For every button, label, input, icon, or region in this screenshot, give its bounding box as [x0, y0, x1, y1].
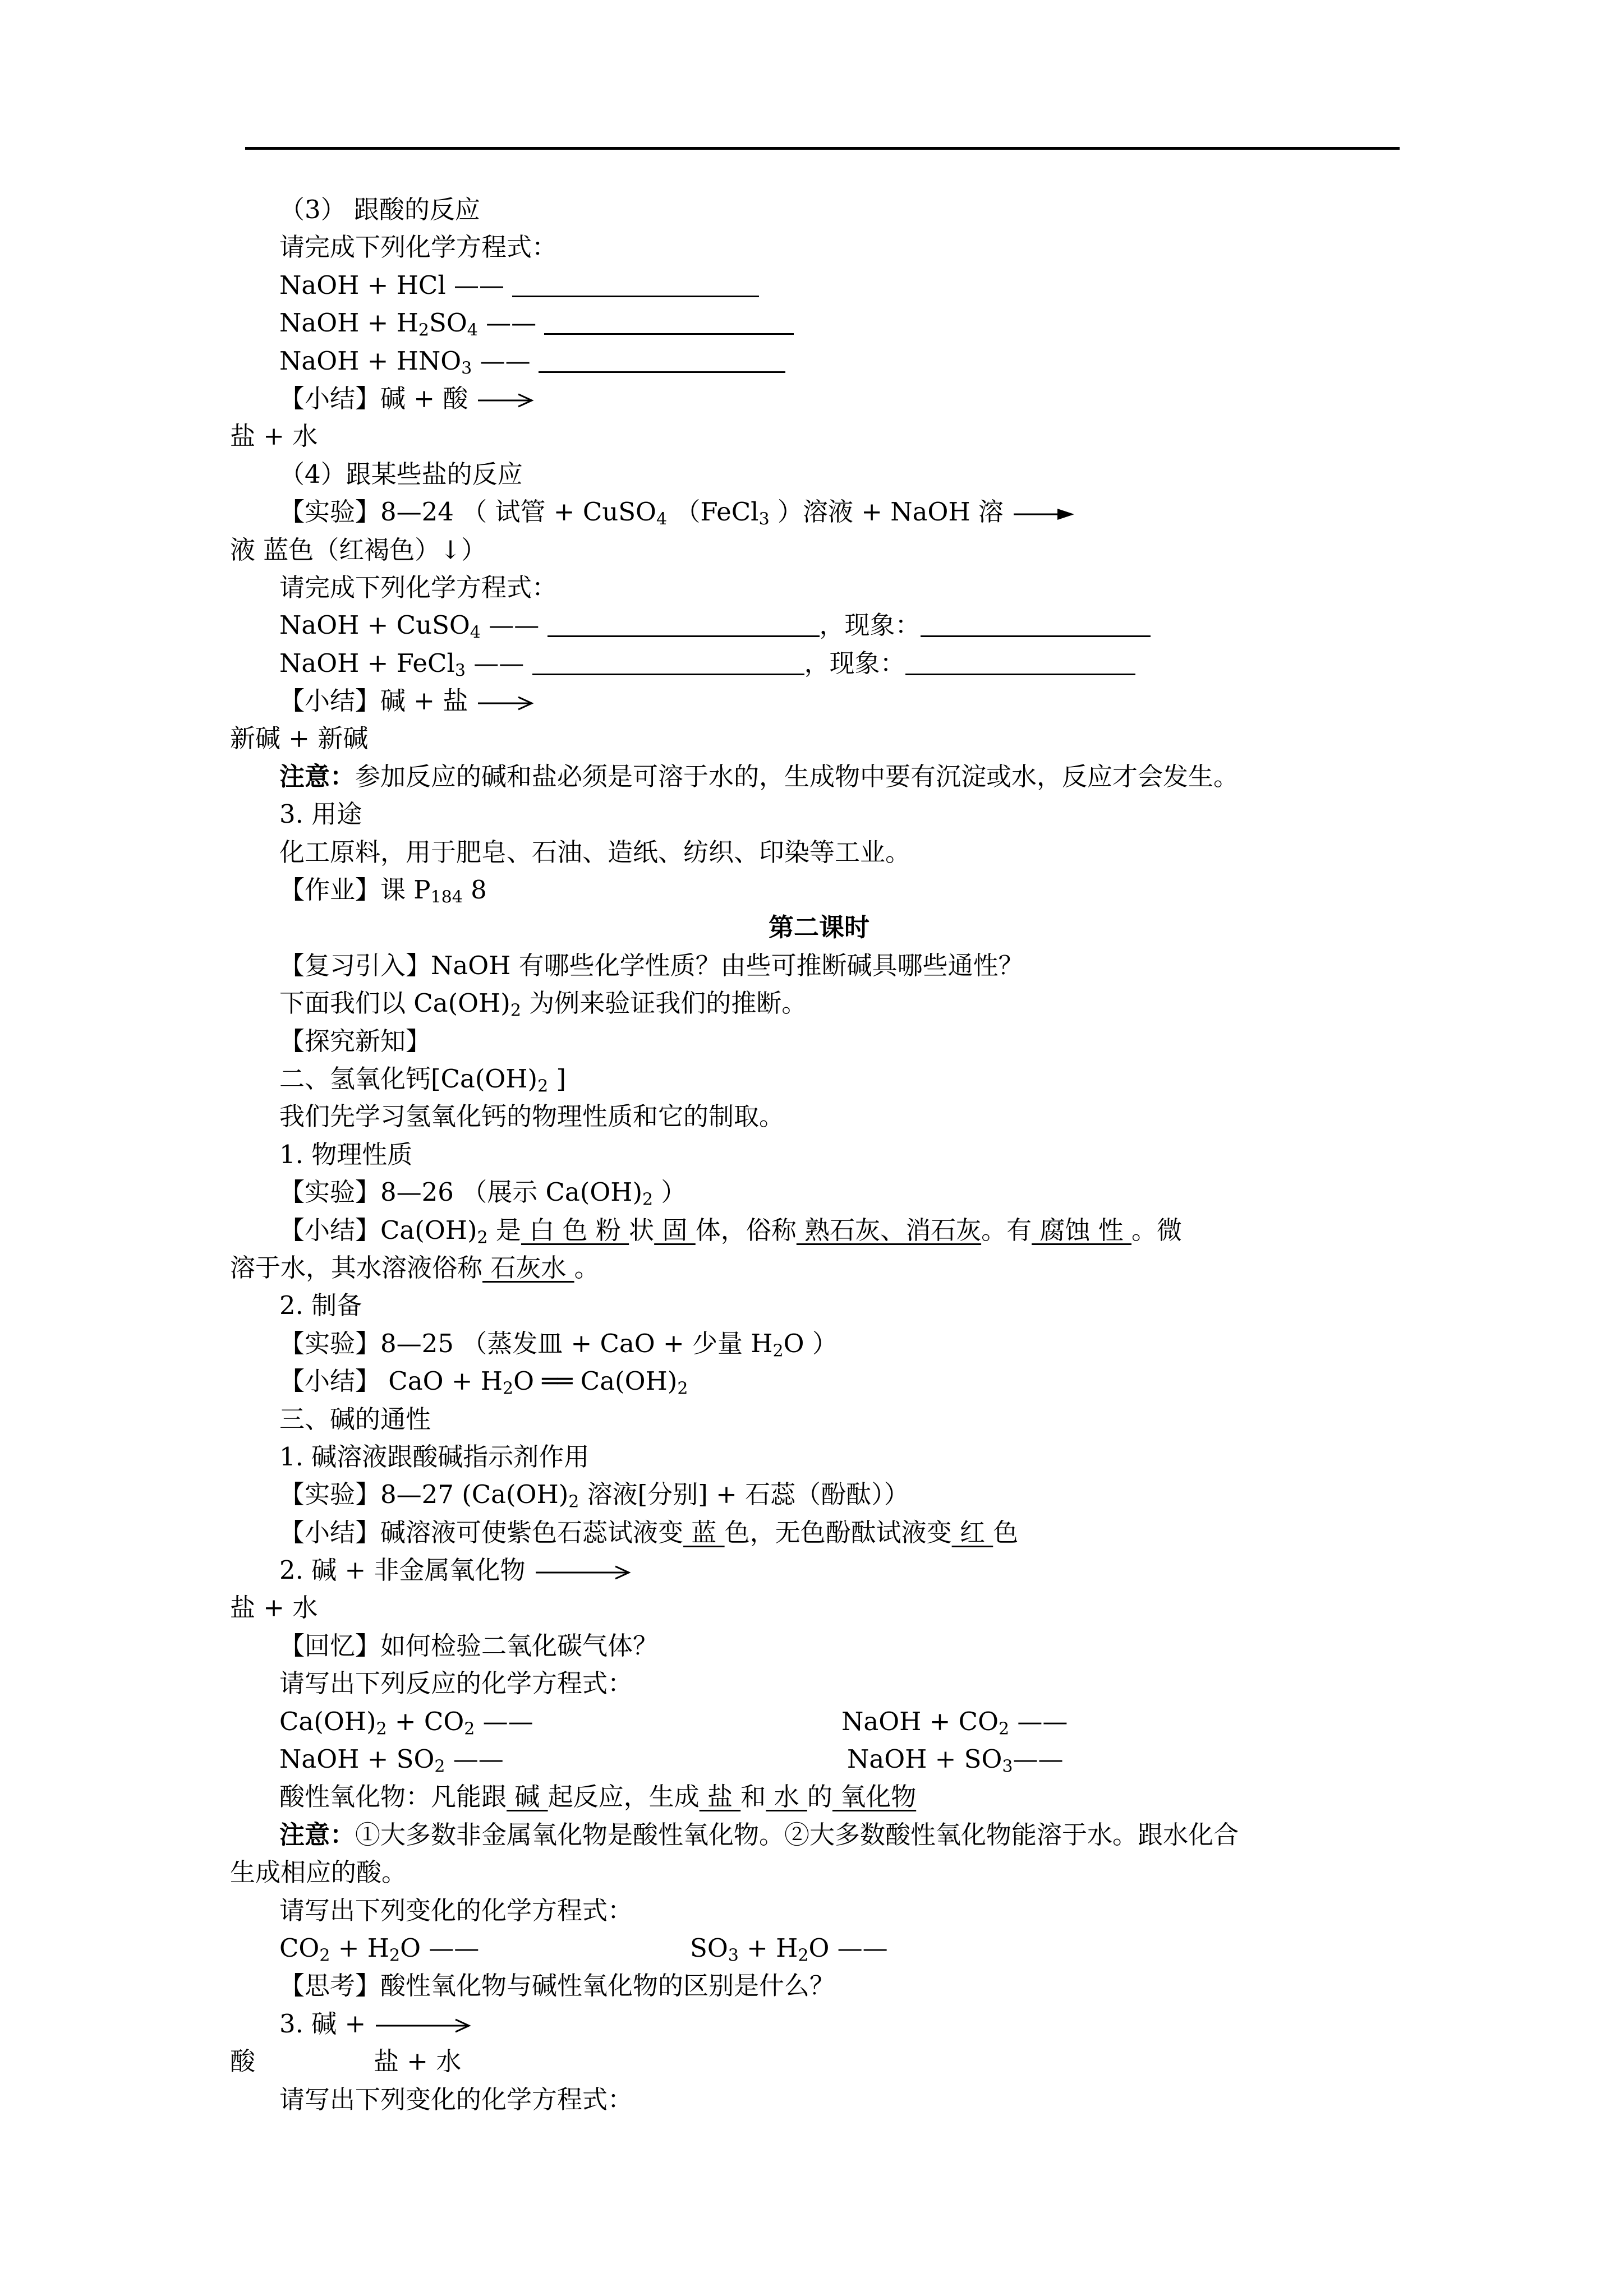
text-line [230, 1551, 1408, 1589]
subscript: 2 [642, 1190, 654, 1210]
filled-answer: 腐蚀 性 [1032, 1215, 1132, 1245]
text-line [230, 1136, 1408, 1173]
subheading: 1. 物理性质 [279, 1139, 413, 1169]
filled-answer: 熟石灰、消石灰 [796, 1215, 982, 1245]
document-body [230, 191, 1408, 2118]
observation-blank[interactable] [905, 651, 1135, 675]
equation-text: —— [475, 1706, 533, 1736]
experiment-text: （FeCl [667, 497, 759, 527]
heading: ] [548, 1063, 567, 1094]
summary-text: 。 [574, 1252, 600, 1283]
text-line [230, 1589, 1408, 1626]
instruction: 请写出下列变化的化学方程式： [279, 1895, 633, 1925]
answer-blank[interactable] [532, 651, 804, 675]
instruction: 请完成下列化学方程式： [279, 232, 558, 262]
equation-right [841, 1703, 1068, 1740]
definition-text: 酸性氧化物：凡能跟 [279, 1782, 507, 1812]
paragraph: 化工原料，用于肥皂、石油、造纸、纺织、印染等工业。 [279, 837, 911, 867]
open-arrow-icon [376, 2017, 471, 2034]
filled-answer: 水 [766, 1782, 807, 1812]
text-line [230, 984, 1408, 1022]
experiment-text: 液 蓝色（红褐色）↓） [230, 534, 487, 565]
subscript: 2 [376, 1719, 387, 1739]
text-line [230, 833, 1408, 871]
equation-text: —— [480, 610, 540, 640]
text-line [230, 569, 1408, 606]
text-line [230, 380, 1408, 417]
text-line [230, 1476, 1408, 1513]
filled-answer: 固 [654, 1215, 696, 1245]
summary-text: 色 [993, 1517, 1019, 1547]
summary-result: 盐 + 水 [230, 421, 318, 451]
subscript: 3 [728, 1945, 739, 1966]
filled-answer: 石灰水 [482, 1252, 574, 1283]
subscript: 2 [319, 1945, 330, 1966]
definition-text: 起反应，生成 [548, 1782, 700, 1812]
note-text: 参加反应的碱和盐必须是可溶于水的，生成物中要有沉淀或水，反应才会发生。 [355, 761, 1239, 791]
text-line [230, 1438, 1408, 1476]
definition-text: 的 [807, 1782, 832, 1812]
text-line [230, 720, 1408, 757]
experiment-text: 【实验】8—27 (Ca(OH) [279, 1479, 569, 1510]
subheading: 1. 碱溶液跟酸碱指示剂作用 [279, 1441, 590, 1472]
note-line [230, 1816, 1408, 1854]
summary-text: 是 [487, 1215, 521, 1245]
paragraph: 【复习引入】NaOH 有哪些化学性质？由些可推断碱具哪些通性？ [279, 950, 1024, 980]
subscript: 4 [467, 320, 478, 340]
note-text: 生成相应的酸。 [230, 1857, 407, 1888]
summary-text: 【小结】Ca(OH) [279, 1215, 477, 1245]
subheading: 3. 碱 + [279, 2008, 366, 2039]
equation-text: NaOH + SO [847, 1744, 1002, 1774]
equation-line [230, 342, 1408, 380]
summary-text: 酸 [230, 2046, 256, 2077]
subscript: 2 [798, 1945, 809, 1966]
text-line [230, 493, 1408, 531]
observation-label: ，现象： [804, 648, 905, 678]
note-text: ①大多数非金属氧化物是酸性氧化物。②大多数酸性氧化物能溶于水。跟水化合 [355, 1819, 1239, 1850]
answer-blank[interactable] [544, 311, 794, 335]
definition-text: 和 [740, 1782, 766, 1812]
subscript: 2 [998, 1719, 1010, 1739]
experiment-text: 【实验】8—26 （展示 Ca(OH) [279, 1177, 643, 1207]
paragraph: 下面我们以 Ca(OH) [279, 988, 510, 1018]
open-arrow-icon [478, 695, 534, 712]
text-line [230, 191, 1408, 228]
heading: 二、氢氧化钙[Ca(OH) [279, 1063, 538, 1094]
equation-text: CO [279, 1933, 320, 1963]
filled-answer: 蓝 [683, 1517, 725, 1547]
equation-text: —— [465, 648, 525, 678]
subscript: 3 [758, 509, 770, 529]
subheading: （3） 跟酸的反应 [279, 195, 480, 224]
subheading: （4）跟某些盐的反应 [279, 459, 523, 489]
subscript: 2 [772, 1341, 784, 1361]
subscript: 2 [434, 1756, 445, 1777]
equation-text: SO [429, 308, 467, 338]
subscript: 3 [461, 358, 472, 379]
text-line [230, 1249, 1408, 1287]
subscript: 2 [510, 1001, 521, 1021]
open-arrow-icon [478, 392, 534, 409]
summary-text: 。微 [1131, 1215, 1183, 1245]
equation-text: O —— [808, 1933, 888, 1963]
equation-text: NaOH + CO [841, 1706, 999, 1736]
equation-text: NaOH + SO [279, 1744, 435, 1774]
equation-text: + H [738, 1933, 798, 1963]
equation-line [230, 304, 1408, 342]
summary-text: 色，无色酚酞试液变 [724, 1517, 952, 1547]
summary-result: 新碱 + 新碱 [230, 723, 369, 754]
text-line [230, 1400, 1408, 1438]
equation-text: —— [1009, 1706, 1068, 1736]
equation-text: NaOH + FeCl [279, 648, 455, 678]
header-rule [245, 147, 1400, 150]
text-line [230, 1022, 1408, 1060]
equation-text: O —— [400, 1933, 480, 1963]
instruction: 请写出下列变化的化学方程式： [279, 2084, 633, 2114]
subscript: 2 [537, 1076, 549, 1096]
subscript: 2 [477, 1228, 488, 1248]
text-line [230, 1514, 1408, 1551]
filled-answer: 白 色 粉 [521, 1215, 629, 1245]
experiment-text: ） [653, 1177, 687, 1207]
equation-text: —— [477, 308, 537, 338]
equation-right [690, 1929, 888, 1967]
subscript: 2 [677, 1378, 688, 1399]
summary-text: 溶于水，其水溶液俗称 [230, 1252, 483, 1283]
subscript: 2 [389, 1945, 401, 1966]
text-line [230, 1627, 1408, 1665]
subscript: 2 [464, 1719, 475, 1739]
answer-blank[interactable] [548, 613, 820, 637]
text-line [230, 1173, 1408, 1211]
text-line [230, 2043, 1408, 2080]
paragraph: 为例来验证我们的推断。 [521, 988, 807, 1018]
experiment-text: O ） [783, 1328, 838, 1358]
equation-line [230, 1740, 1408, 1778]
equation-line [230, 644, 1408, 682]
section-title-text: 第二课时 [768, 912, 869, 943]
equation-text: NaOH + HCl —— [279, 270, 505, 300]
summary-text: 状 [629, 1215, 655, 1245]
answer-blank[interactable] [539, 349, 785, 373]
paragraph: 我们先学习氢氧化钙的物理性质和它的制取。 [279, 1101, 785, 1132]
equation-text: —— [445, 1744, 504, 1774]
equation-text: —— [472, 345, 531, 376]
heading: 三、碱的通性 [279, 1404, 431, 1434]
instruction: 请完成下列化学方程式： [279, 572, 558, 602]
homework-text: 8 [462, 875, 487, 905]
equation-line [230, 606, 1408, 644]
equation-text: + H [330, 1933, 389, 1963]
equation-text: NaOH + H [279, 308, 418, 338]
text-line [230, 1778, 1408, 1815]
paragraph: 【回忆】如何检验二氧化碳气体？ [279, 1630, 659, 1661]
summary-text: 。有 [981, 1215, 1032, 1245]
observation-blank[interactable] [921, 613, 1151, 637]
section-title [230, 909, 1408, 946]
answer-blank[interactable] [512, 273, 759, 297]
text-line [230, 2005, 1408, 2043]
filled-answer: 碱 [507, 1782, 548, 1812]
summary-text: 体，俗称 [695, 1215, 797, 1245]
equation-line [230, 266, 1408, 304]
text-line [230, 1325, 1408, 1362]
text-line [230, 2081, 1408, 2118]
open-arrow-icon [536, 1564, 631, 1581]
equation-line [230, 1703, 1408, 1740]
filled-answer: 盐 [699, 1782, 741, 1812]
subscript: 3 [1002, 1756, 1013, 1777]
instruction: 请写出下列反应的化学方程式： [279, 1668, 633, 1699]
filled-answer: 氧化物 [832, 1782, 917, 1812]
note-line [230, 758, 1408, 795]
text-line [230, 417, 1408, 455]
text-line [230, 1211, 1408, 1249]
text-line [230, 1967, 1408, 2004]
equation-text: NaOH + HNO [279, 345, 462, 376]
subscript: 2 [568, 1492, 579, 1512]
solid-arrow-icon [1014, 506, 1075, 523]
equation-text: 【小结】 CaO + H [279, 1366, 503, 1396]
subheading: 2. 制备 [279, 1290, 362, 1321]
summary-text: 【小结】碱溶液可使紫色石蕊试液变 [279, 1517, 684, 1547]
text-line [230, 871, 1408, 909]
observation-label: ，现象： [819, 610, 921, 640]
text-line [230, 1892, 1408, 1929]
equation-text: O ══ Ca(OH) [513, 1366, 678, 1396]
text-line [230, 1098, 1408, 1135]
equation-line [230, 1362, 1408, 1400]
equation-text: Ca(OH) [279, 1706, 376, 1736]
text-line [230, 1060, 1408, 1098]
equation-text: + CO [387, 1706, 464, 1736]
experiment-text: 溶液[分别] + 石蕊（酚酞）） [579, 1479, 909, 1510]
homework-text: 【作业】课 P [279, 875, 431, 905]
filled-answer: 红 [951, 1517, 993, 1547]
subscript: 2 [503, 1378, 514, 1399]
note-label: 注意： [279, 1819, 356, 1850]
text-line [230, 1665, 1408, 1702]
experiment-text: ）溶液 + NaOH 溶 [769, 497, 1004, 527]
summary-result: 盐 + 水 [374, 2046, 462, 2077]
text-line [230, 228, 1408, 266]
text-line [230, 531, 1408, 569]
subscript: 184 [430, 887, 463, 907]
experiment-text: 【实验】8—24 （ 试管 + CuSO [279, 497, 656, 527]
experiment-text: 【实验】8—25 （蒸发皿 + CaO + 少量 H [279, 1328, 773, 1358]
summary-text: 【小结】碱 + 酸 [279, 383, 468, 413]
subheading: 3. 用途 [279, 799, 362, 829]
text-line [230, 795, 1408, 833]
paragraph: 【探究新知】 [279, 1026, 431, 1056]
subscript: 2 [418, 320, 429, 340]
text-line [230, 455, 1408, 493]
subheading: 2. 碱 + 非金属氧化物 [279, 1555, 526, 1585]
summary-text: 【小结】碱 + 盐 [279, 686, 468, 716]
note-label: 注意： [279, 761, 356, 791]
text-line [230, 682, 1408, 720]
equation-text: —— [1013, 1744, 1064, 1774]
summary-result: 盐 + 水 [230, 1593, 318, 1623]
subscript: 3 [454, 661, 466, 681]
equation-right [847, 1740, 1063, 1778]
text-line [230, 1287, 1408, 1324]
paragraph: 【思考】酸性氧化物与碱性氧化物的区别是什么？ [279, 1971, 835, 2001]
subscript: 4 [470, 623, 481, 643]
text-line [230, 947, 1408, 984]
equation-text: NaOH + CuSO [279, 610, 470, 640]
subscript: 4 [656, 509, 668, 529]
equation-line [230, 1929, 1408, 1967]
text-line [230, 1854, 1408, 1891]
equation-text: SO [690, 1933, 728, 1963]
